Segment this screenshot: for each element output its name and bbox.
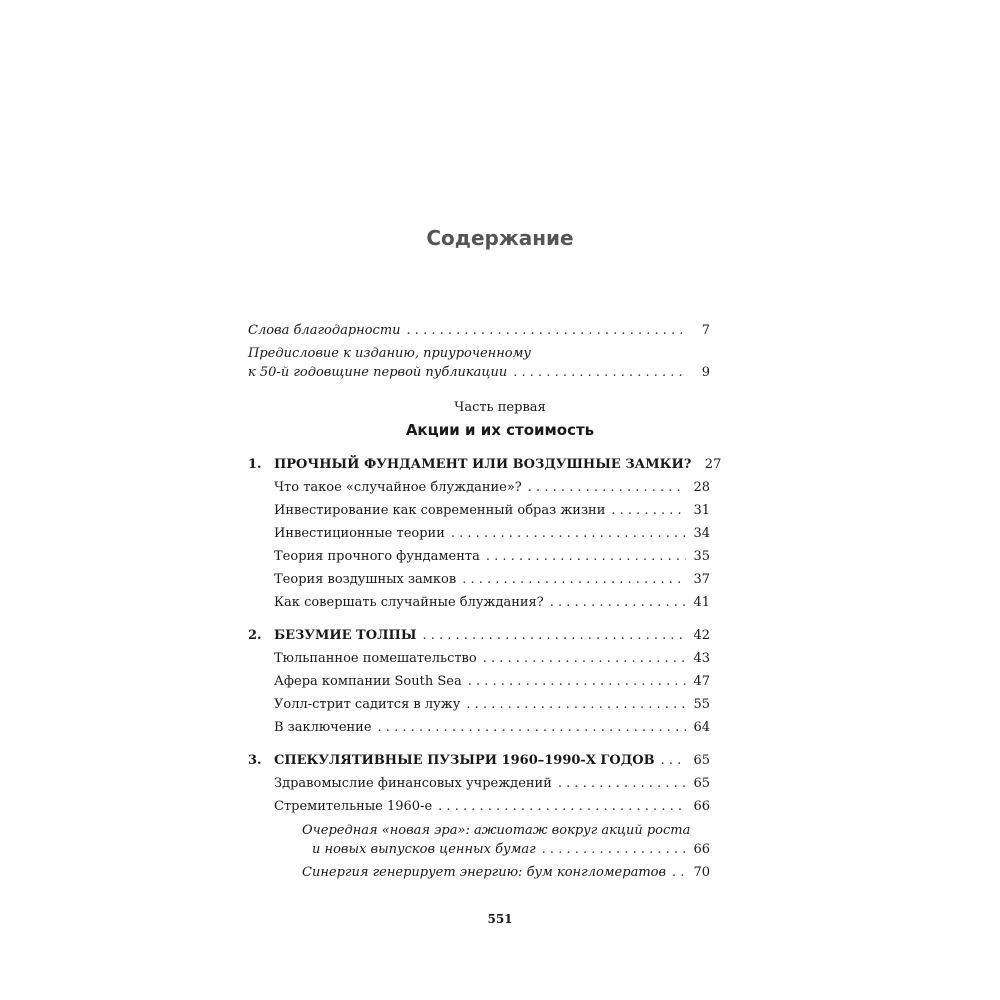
dot-leader: [542, 841, 686, 859]
toc-page-number: 9: [701, 365, 710, 380]
toc-entry-label: Слова благодарности: [248, 323, 401, 338]
toc-page-number: 47: [693, 674, 710, 689]
toc-subsection-line1[interactable]: Очередная «новая эра»: ажиотаж вокруг акций роста: [302, 823, 691, 838]
toc-page-number: 66: [693, 842, 710, 857]
toc-page-number: 34: [693, 526, 710, 541]
dot-leader: [486, 548, 686, 566]
section-label: Как совершать случайные блуждания?: [274, 595, 544, 610]
toc-page-number: 65: [693, 753, 710, 768]
dot-leader: [462, 571, 686, 589]
toc-section[interactable]: [274, 673, 710, 691]
dot-leader: [466, 696, 686, 714]
toc-section[interactable]: [274, 775, 710, 793]
toc-section[interactable]: [274, 525, 710, 543]
toc-chapter-2[interactable]: [274, 627, 710, 645]
section-label: Афера компании South Sea: [274, 674, 462, 689]
dot-leader: [451, 525, 686, 543]
toc-page-number: 37: [693, 572, 710, 587]
toc-page-number: 65: [693, 776, 710, 791]
toc-page-number: 66: [693, 799, 710, 814]
chapter-number: 1.: [248, 457, 262, 472]
chapter-number: 2.: [248, 628, 262, 643]
part-label: Часть первая: [454, 400, 546, 415]
toc-page-number: 43: [693, 651, 710, 666]
section-label: В заключение: [274, 720, 372, 735]
dot-leader: [407, 322, 686, 340]
toc-page-number: 31: [693, 503, 710, 518]
subsection-label: Синергия генерирует энергию: бум конгломератов: [302, 865, 667, 880]
toc-page-number: 28: [693, 480, 710, 495]
dot-leader: [422, 627, 686, 645]
page-title: Содержание: [426, 226, 574, 250]
dot-leader: [468, 673, 686, 691]
toc-entry-label: к 50-й годовщине первой публикации: [248, 365, 508, 380]
toc-page-number: 27: [704, 457, 722, 472]
section-label: Инвестирование как современный образ жизни: [274, 503, 606, 518]
dot-leader: [611, 502, 686, 520]
toc-page-number: 70: [693, 865, 710, 880]
toc-section[interactable]: [274, 548, 710, 566]
chapter-number: 3.: [248, 753, 262, 768]
dot-leader: [528, 479, 686, 497]
toc-subsection[interactable]: [302, 864, 710, 882]
section-label: Уолл-стрит садится в лужу: [274, 697, 461, 712]
toc-chapter-3[interactable]: [274, 752, 710, 770]
dot-leader: [558, 775, 686, 793]
section-label: Тюльпанное помешательство: [274, 651, 477, 666]
toc-entry-preface[interactable]: [248, 364, 710, 382]
toc-section[interactable]: [274, 696, 710, 714]
toc-entry-acknowledgements[interactable]: [248, 322, 710, 340]
toc-section[interactable]: [274, 479, 710, 497]
toc-section[interactable]: [274, 571, 710, 589]
chapter-title: БЕЗУМИЕ ТОЛПЫ: [274, 628, 417, 643]
section-label: Теория прочного фундамента: [274, 549, 480, 564]
dot-leader: [483, 650, 686, 668]
subsection-label: и новых выпусков ценных бумаг: [312, 842, 536, 857]
toc-section[interactable]: [274, 594, 710, 612]
toc-chapter-1[interactable]: [274, 456, 722, 474]
dot-leader: [550, 594, 686, 612]
toc-subsection[interactable]: [312, 841, 710, 859]
page-folio: 551: [487, 912, 513, 926]
toc-page-number: 35: [693, 549, 710, 564]
chapter-title: СПЕКУЛЯТИВНЫЕ ПУЗЫРИ 1960–1990-Х ГОДОВ: [274, 753, 655, 768]
dot-leader: [661, 752, 686, 770]
section-label: Здравомыслие финансовых учреждений: [274, 776, 552, 791]
toc-section[interactable]: [274, 650, 710, 668]
toc-section[interactable]: [274, 502, 710, 520]
part-title: Акции и их стоимость: [405, 421, 595, 439]
dot-leader: [378, 719, 686, 737]
chapter-title: ПРОЧНЫЙ ФУНДАМЕНТ ИЛИ ВОЗДУШНЫЕ ЗАМКИ?: [274, 457, 692, 472]
toc-page-number: 64: [693, 720, 710, 735]
toc-page-number: 41: [693, 595, 710, 610]
dot-leader: [672, 864, 686, 882]
section-label: Что такое «случайное блуждание»?: [274, 480, 522, 495]
toc-section[interactable]: [274, 719, 710, 737]
section-label: Инвестиционные теории: [274, 526, 445, 541]
toc-page-number: 42: [693, 628, 710, 643]
toc-page-number: 55: [693, 697, 710, 712]
toc-entry-preface-line1[interactable]: Предисловие к изданию, приуроченному: [248, 346, 531, 361]
section-label: Теория воздушных замков: [274, 572, 457, 587]
dot-leader: [513, 364, 686, 382]
toc-section[interactable]: [274, 798, 710, 816]
dot-leader: [438, 798, 686, 816]
section-label: Стремительные 1960-е: [274, 799, 433, 814]
toc-page-number: 7: [701, 323, 710, 338]
